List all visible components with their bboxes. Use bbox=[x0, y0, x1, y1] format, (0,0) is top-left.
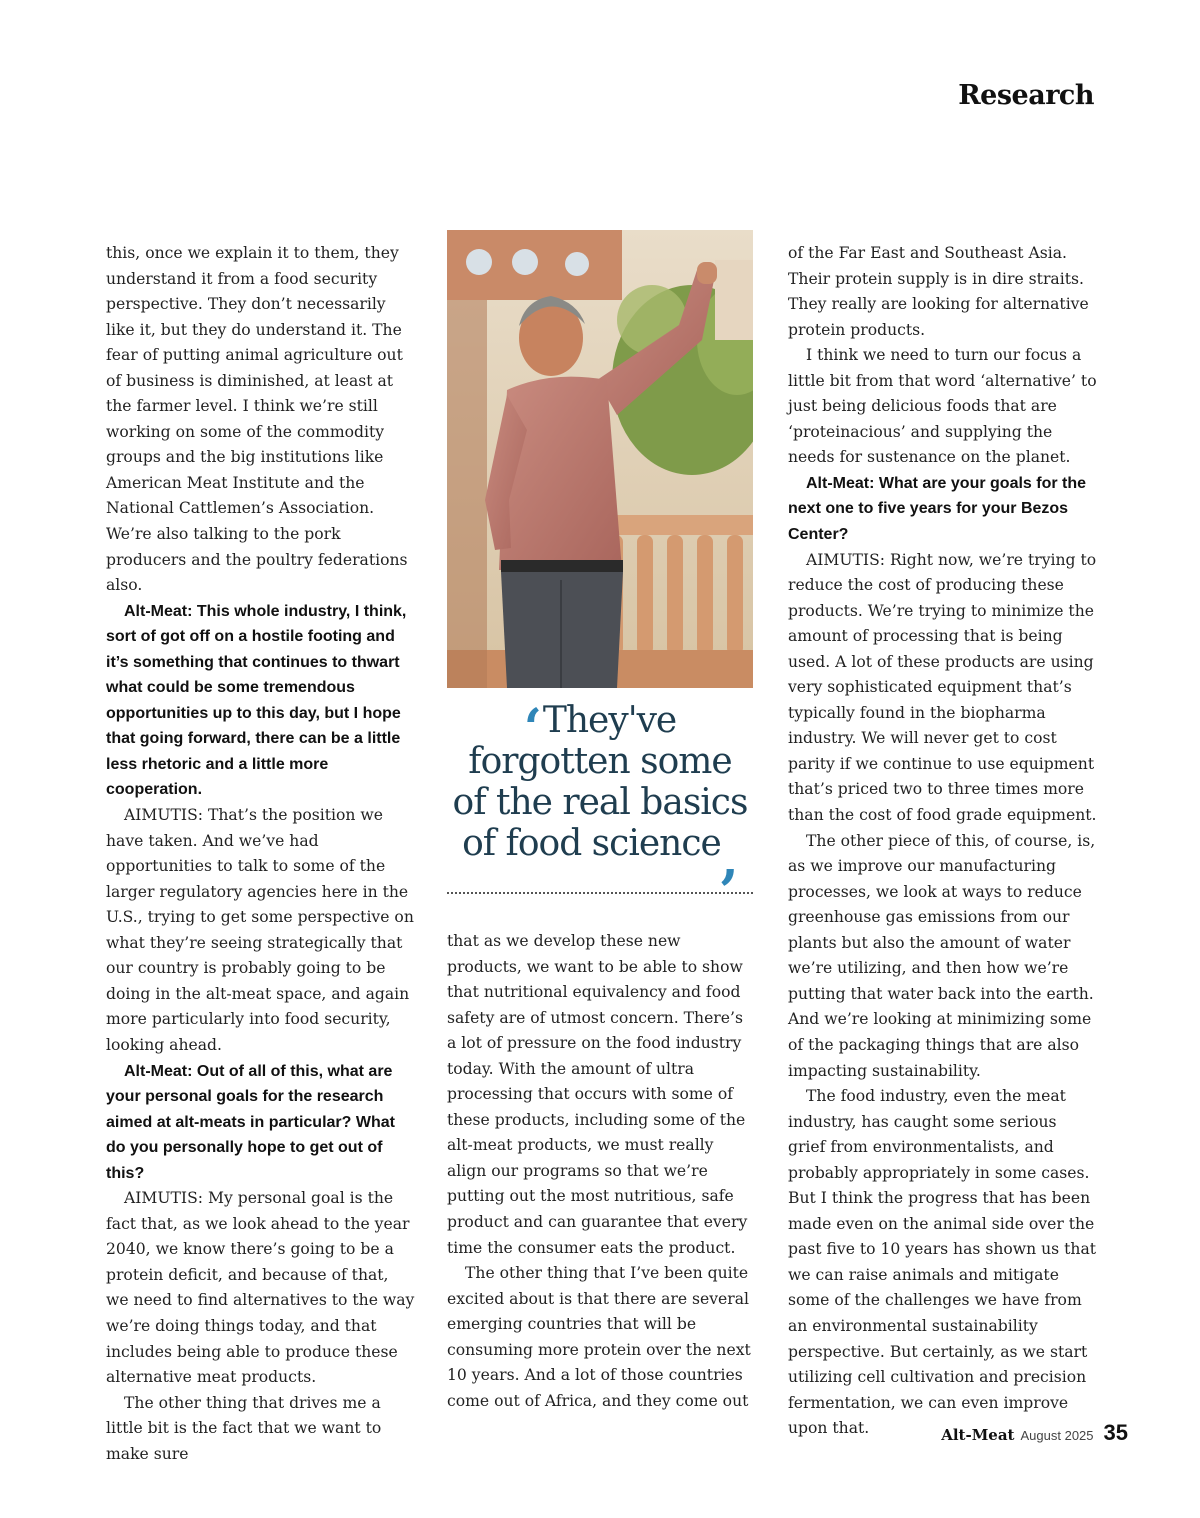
body-paragraph: The other thing that I’ve been quite excited about is that there are several emerging countries that will be consuming more protein over the next 10 years. And a lot of those countries come out of Africa, and they come out bbox=[447, 1264, 751, 1410]
page-number: 35 bbox=[1103, 1420, 1128, 1445]
body-paragraph: The food industry, even the meat industry, has caught some serious grief from environmentalists, and probably appropriately in some cases. But I think the progress that has been made even on the animal side over the past five to 10 years has shown us that we can raise animals and mitigate some of the challenges we have from an environmental sustainability perspective. But certainly, as we start utilizing cell cultivation and precision fermentation, we can even improve upon that. bbox=[788, 1087, 1097, 1438]
body-paragraph: AIMUTIS: My personal goal is the fact that, as we look ahead to the year 2040, we know there’s going to be a protein deficit, and because of that, we need to find alternatives to the way we’re doing things today, and that includes being able to produce these alternative meat products. bbox=[106, 1189, 415, 1387]
body-paragraph: AIMUTIS: That’s the position we have taken. And we’ve had opportunities to talk to some of the larger regulatory agencies here in the U.S., trying to get some perspective on what they’re seeing strategically that our country is probably going to be doing in the alt-meat space, and again more particularly into food security, looking ahead. bbox=[106, 806, 414, 1054]
interview-question: Alt-Meat: What are your goals for the next one to five years for your Bezos Center? bbox=[788, 474, 1087, 544]
body-paragraph: of the Far East and Southeast Asia. Their protein supply is in dire straits. They really are looking for alternative protein products. bbox=[788, 244, 1089, 339]
body-paragraph: AIMUTIS: Right now, we’re trying to reduce the cost of producing these products. We’re trying to minimize the amount of processing that is being used. A lot of these products are using very sophisticated equipment that’s typically found in the biopharma industry. We will never get to cost parity if we continue to use equipment that’s priced two to three times more than the cost of food grade equipment. bbox=[788, 550, 1097, 825]
close-quote-mark: , bbox=[720, 829, 738, 890]
footer-brand: Alt-Meat bbox=[941, 1426, 1015, 1444]
pull-quote bbox=[447, 698, 753, 890]
middle-column bbox=[447, 929, 757, 1414]
body-paragraph: The other piece of this, of course, is, as we improve our manufacturing processes, we look at ways to reduce greenhouse gas emissions from our plants but also the amount of water we’re utilizing, and then how we’re putting that water back into the earth. And we’re looking at minimizing some of the packaging things that are also impacting sustainability. bbox=[788, 831, 1096, 1080]
body-paragraph: The other thing that drives me a little bit is the fact that we want to make sure bbox=[106, 1393, 382, 1463]
left-column bbox=[106, 241, 416, 1467]
interview-question: Alt-Meat: This whole industry, I think, sort of got off on a hostile footing and it’s something that continues to thwart what could be some tremendous opportunities up to this day, but I hope that going forward, there can be a little less rhetoric and a little more cooperation. bbox=[106, 602, 407, 799]
open-quote-mark: ‘ bbox=[523, 698, 541, 759]
portrait-illustration bbox=[447, 230, 753, 688]
right-column bbox=[788, 241, 1098, 1442]
pull-quote-text: They've forgotten some of the real basics of food science bbox=[452, 700, 748, 864]
footer-issue-date: August 2025 bbox=[1020, 1428, 1094, 1443]
portrait-photo bbox=[447, 230, 753, 688]
section-label: Research bbox=[958, 80, 1094, 111]
interview-question: Alt-Meat: Out of all of this, what are your personal goals for the research aimed at alt-meats in particular? What do you personally hope to get out of this? bbox=[106, 1062, 395, 1182]
body-paragraph: this, once we explain it to them, they understand it from a food security perspective. They don’t necessarily like it, but they do understand it. The fear of putting animal agriculture out of business is diminished, at least at the farmer level. I think we’re still working on some of the commodity groups and the big institutions like American Meat Institute and the National Cattlemen’s Association. We’re also talking to the pork producers and the poultry federations also. bbox=[106, 244, 408, 595]
body-paragraph: that as we develop these new products, we want to be able to show that nutritional equivalency and food safety are of utmost concern. There’s a lot of pressure on the food industry today. With the amount of ultra processing that occurs with some of these products, including some of the alt-meat products, we must really align our programs so that we’re putting out the most nutritious, safe product and can guarantee that every time the consumer eats the product. bbox=[447, 932, 748, 1257]
body-paragraph: I think we need to turn our focus a little bit from that word ‘alternative’ to just being delicious foods that are ‘proteinacious’ and supplying the needs for sustenance on the planet. bbox=[788, 346, 1097, 467]
page-footer bbox=[941, 1420, 1128, 1446]
dotted-divider bbox=[447, 892, 753, 894]
